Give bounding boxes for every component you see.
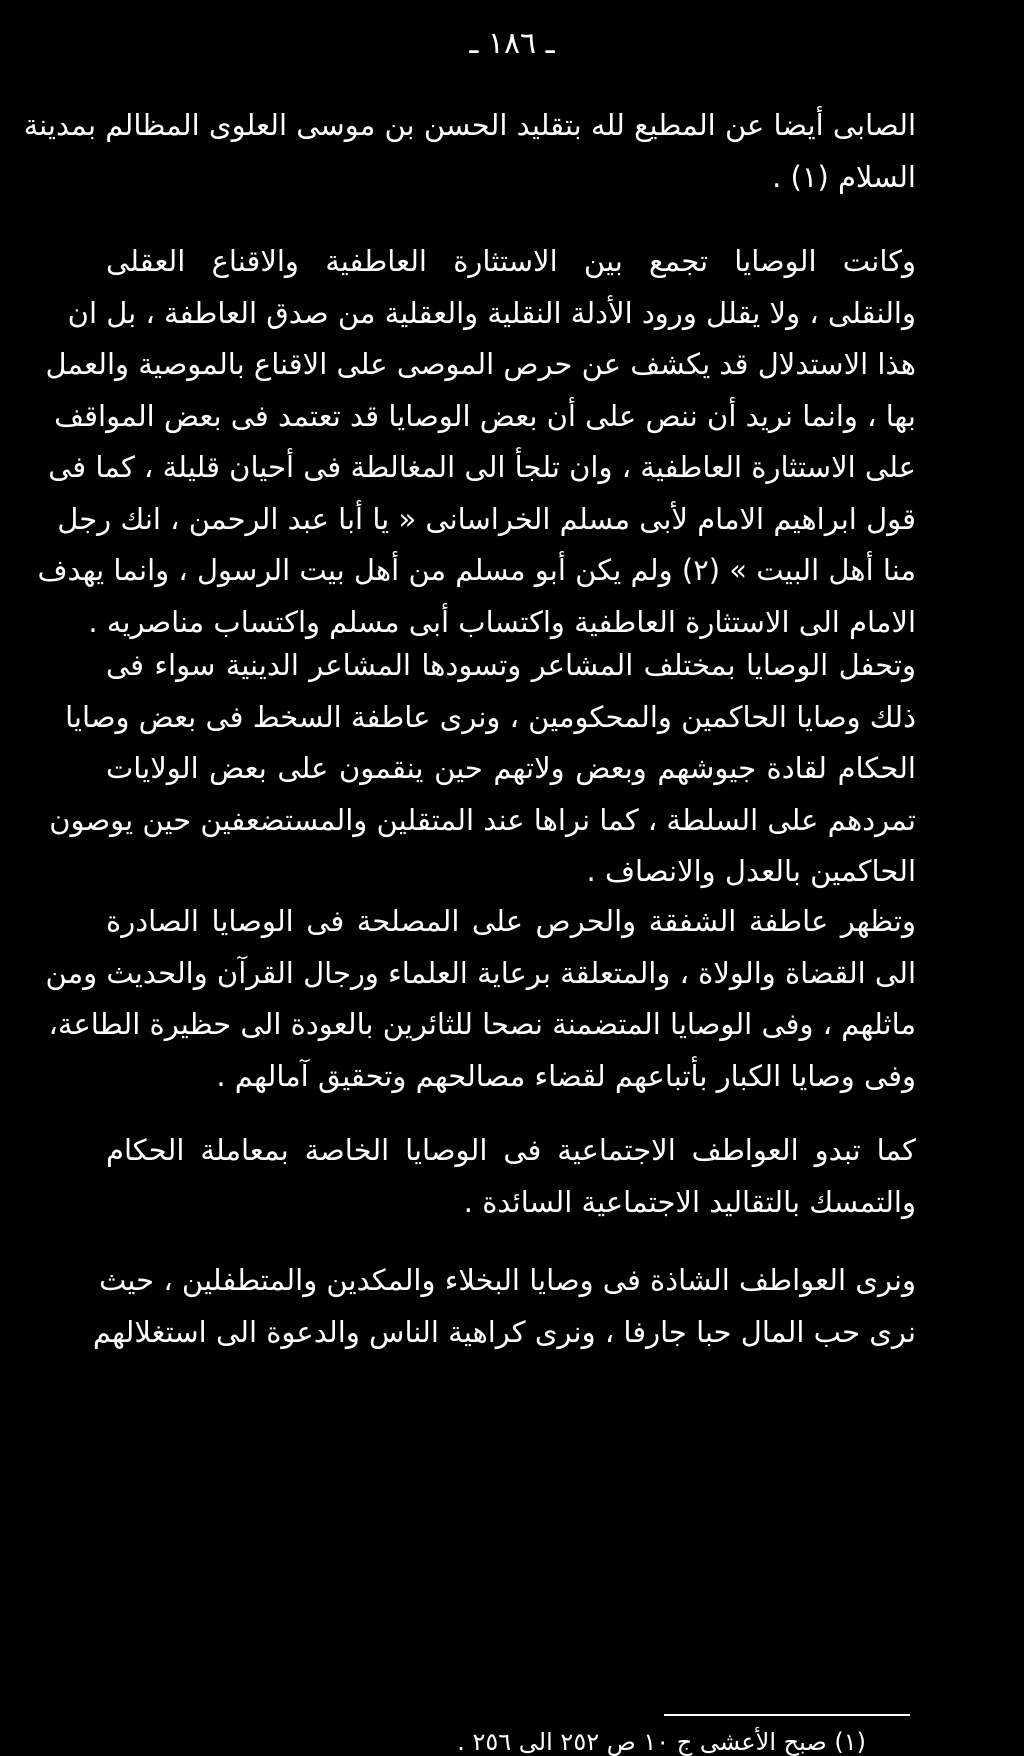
text-line: ذلك وصايا الحاكمين والمحكومين ، ونرى عاطفة السخط فى بعض وصايا	[65, 699, 916, 734]
text-line: ماثلهم ، وفى الوصايا المتضمنة نصحا للثائرين بالعودة الى حظيرة الطاعة،	[48, 1007, 916, 1041]
paragraph-6	[92, 1255, 916, 1358]
paragraph-4	[45, 896, 916, 1102]
text-line: وتحفل الوصايا بمختلف المشاعر وتسودها المشاعر الدينية سواء فى	[106, 648, 916, 682]
paragraph-1	[23, 100, 916, 203]
text-line: بها ، وانما نريد أن ننص على أن بعض الوصايا قد تعتمد فى بعض المواقف	[54, 398, 916, 433]
text-line: والنقلى ، ولا يقلل ورود الأدلة النقلية والعقلية من صدق العاطفة ، بل ان	[67, 295, 916, 330]
text-line: ونرى العواطف الشاذة فى وصايا البخلاء والمكدين والمتطفلين ، حيث	[98, 1263, 916, 1297]
text-line: الحكام لقادة جيوشهم وبعض ولاتهم حين ينقمون على بعض الولايات	[106, 751, 916, 785]
text-line: قول ابراهيم الامام لأبى مسلم الخراسانى « يا أبا عبد الرحمن ، انك رجل	[57, 501, 916, 536]
footnote: (١) صبح الأعشى ج ١٠ ص ٢٥٢ الى ٢٥٦ .	[457, 1728, 866, 1756]
text-line: الامام الى الاستثارة العاطفية واكتساب أبى مسلم واكتساب مناصريه .	[88, 604, 916, 639]
footnote-divider	[664, 1714, 910, 1716]
paragraph-3	[49, 640, 916, 898]
text-line: هذا الاستدلال قد يكشف عن حرص الموصى على الاقناع بالموصية والعمل	[45, 347, 916, 381]
text-line: السلام (١) .	[772, 159, 916, 194]
text-line: وفى وصايا الكبار بأتباعهم لقضاء مصالحهم وتحقيق آمالهم .	[216, 1058, 916, 1093]
text-line: نرى حب المال حبا جارفا ، ونرى كراهية الناس والدعوة الى استغلالهم	[92, 1314, 916, 1349]
text-line: والتمسك بالتقاليد الاجتماعية السائدة .	[463, 1184, 916, 1219]
text-line: على الاستثارة العاطفية ، وان تلجأ الى المغالطة فى أحيان قليلة ، كما فى	[48, 450, 916, 484]
text-line: الصابى أيضا عن المطيع لله بتقليد الحسن بن موسى العلوى المظالم بمدينة	[23, 108, 916, 142]
text-line: وكانت الوصايا تجمع بين الاستثارة العاطفية والاقناع العقلى	[106, 244, 916, 278]
paragraph-2	[37, 236, 916, 648]
text-line: الحاكمين بالعدل والانصاف .	[586, 854, 916, 888]
page-number: ـ ١٨٦ ـ	[469, 26, 555, 61]
text-line: تمردهم على السلطة ، كما نراها عند المتقلين والمستضعفين حين يوصون	[49, 802, 916, 837]
paragraph-5	[106, 1125, 916, 1228]
text-line: الى القضاة والولاة ، والمتعلقة برعاية العلماء ورجال القرآن والحديث ومن	[45, 955, 916, 990]
text-line: كما تبدو العواطف الاجتماعية فى الوصايا الخاصة بمعاملة الحكام	[106, 1133, 916, 1167]
text-line: منا أهل البيت » (٢) ولم يكن أبو مسلم من أهل بيت الرسول ، وانما يهدف	[37, 553, 916, 587]
text-line: وتظهر عاطفة الشفقة والحرص على المصلحة فى الوصايا الصادرة	[106, 904, 916, 938]
